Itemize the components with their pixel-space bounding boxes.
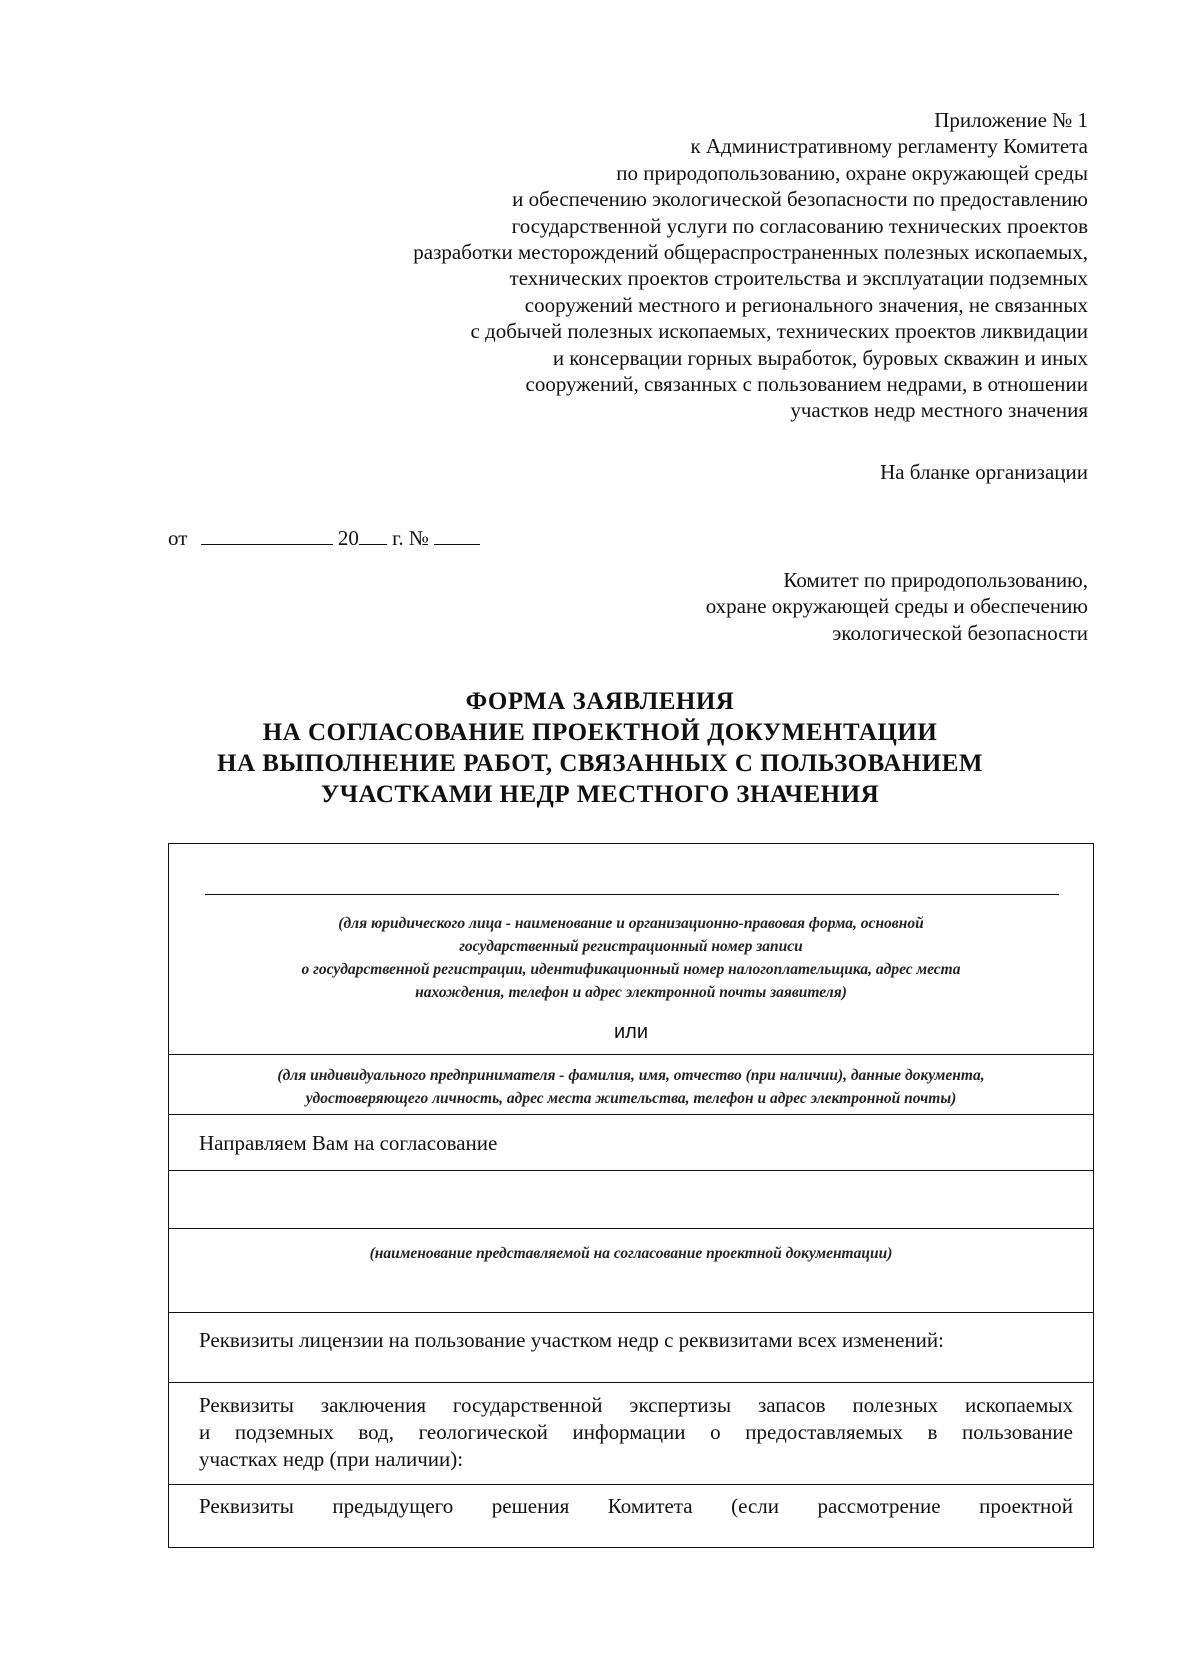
date-line [168,526,480,551]
appendix-line: с добычей полезных ископаемых, технических проектов ликвидации [470,319,1088,344]
entrepreneur-field[interactable] [169,1054,1093,1055]
year-blank[interactable] [359,528,387,545]
send-for-approval-label: Направляем Вам на согласование [199,1131,498,1155]
addressee-line: Комитет по природопользованию, [783,568,1088,592]
divider [169,1312,1093,1313]
documentation-name-field[interactable] [169,1228,1093,1229]
date-blank[interactable] [201,528,333,545]
form-title-line: ФОРМА ЗАЯВЛЕНИЯ [465,688,735,715]
appendix-line: сооружений, связанных с пользованием недрами, в отношении [525,372,1088,397]
hint-line: о государственной регистрации, идентификационный номер налогоплательщика, адрес места [301,961,961,978]
year-prefix: 20 [337,526,359,550]
appendix-line: и консервации горных выработок, буровых скважин и иных [552,345,1088,370]
license-details-label: Реквизиты лицензии на пользование участком недр с реквизитами всех изменений: [199,1328,944,1352]
text-line: Реквизиты предыдущего решения Комитета (если рассмотрение проектной [199,1494,1073,1518]
appendix-line: и обеспечению экологической безопасности по предоставлению [512,187,1088,212]
date-from-label: от [168,526,188,550]
documentation-hint [179,1242,1083,1265]
entrepreneur-hint [179,1064,1083,1110]
form-title-line: УЧАСТКАМИ НЕДР МЕСТНОГО ЗНАЧЕНИЯ [320,781,880,808]
hint-line: (наименование представляемой на согласование проектной документации) [369,1245,893,1262]
application-form [168,843,1094,1548]
expertise-details-label [199,1392,1073,1473]
form-title-line: НА СОГЛАСОВАНИЕ ПРОЕКТНОЙ ДОКУМЕНТАЦИИ [262,719,938,746]
number-label: г. № [392,526,429,550]
appendix-line: к Административному регламенту Комитета [690,134,1088,159]
appendix-line: сооружений местного и регионального значения, не связанных [524,292,1088,317]
appendix-line: разработки месторождений общераспространенных полезных ископаемых, [413,240,1088,265]
appendix-header [228,107,1088,424]
hint-line: нахождения, телефон и адрес электронной почты заявителя) [415,984,847,1001]
text-line: участках недр (при наличии): [199,1447,464,1471]
letterhead-note: На бланке организации [880,460,1088,484]
applicant-name-field[interactable] [205,894,1059,895]
expertise-details-field[interactable] [169,1484,1093,1485]
appendix-line: государственной услуги по согласованию технических проектов [511,213,1088,238]
appendix-line: технических проектов строительства и эксплуатации подземных [509,266,1088,291]
hint-line: государственный регистрационный номер записи [459,938,803,955]
license-details-field[interactable] [169,1382,1093,1383]
previous-decision-label [199,1493,1073,1520]
divider [169,1170,1093,1171]
divider [169,1114,1093,1115]
hint-line: (для юридического лица - наименование и организационно-правовая форма, основной [338,915,924,932]
appendix-line: участков недр местного значения [790,398,1088,423]
appendix-line: Приложение № 1 [934,108,1088,132]
text-line: и подземных вод, геологической информации о предоставляемых в пользование [199,1420,1073,1444]
or-separator: или [613,1021,648,1043]
hint-line: (для индивидуального предпринимателя - фамилия, имя, отчество (при наличии), данные документа, [277,1067,985,1084]
form-title-line: НА ВЫПОЛНЕНИЕ РАБОТ, СВЯЗАННЫХ С ПОЛЬЗОВАНИЕМ [217,750,983,777]
hint-line: удостоверяющего личность, адрес места жительства, телефон и адрес электронной почты) [305,1090,957,1107]
legal-entity-hint [179,912,1083,1004]
text-line: Реквизиты заключения государственной экспертизы запасов полезных ископаемых [199,1393,1073,1417]
addressee [706,567,1088,646]
addressee-line: охране окружающей среды и обеспечению [705,594,1088,619]
number-blank[interactable] [434,528,480,545]
appendix-line: по природопользованию, охране окружающей среды [616,160,1088,185]
form-title [150,686,1050,810]
addressee-line: экологической безопасности [832,620,1088,645]
